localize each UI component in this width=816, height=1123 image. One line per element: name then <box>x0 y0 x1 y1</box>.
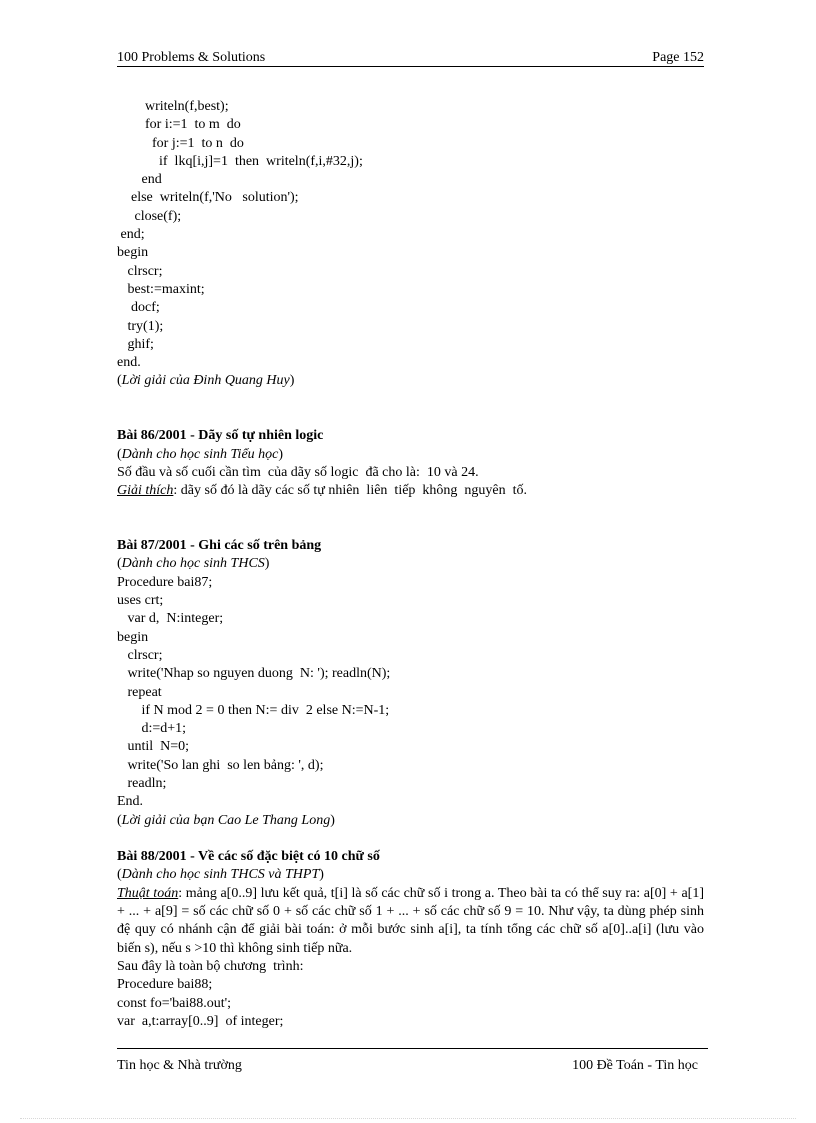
code-line: var d, N:integer; <box>117 611 224 627</box>
code-line: for j:=1 to n do <box>117 135 244 151</box>
footer-right: 100 Đề Toán - Tin học <box>572 1058 698 1073</box>
code-line: end; <box>117 227 145 243</box>
code-block-3 <box>117 976 704 1031</box>
solution-credit-2: (Lời giải của bạn Cao Le Thang Long) <box>117 812 335 828</box>
header-title: 100 Problems & Solutions <box>117 50 266 65</box>
code-line: End. <box>117 794 144 810</box>
code-line: close(f); <box>117 208 182 224</box>
page-bottom-dotted-line <box>20 1118 796 1119</box>
problem-88-title: Bài 88/2001 - Về các số đặc biệt có 10 chữ số <box>117 849 380 865</box>
problem-87-audience: (Dành cho học sinh THCS) <box>117 556 270 572</box>
problem-86-explanation: Giải thích: dãy số đó là dãy các số tự nhiên liên tiếp không nguyên tố. <box>117 483 528 499</box>
algorithm-label: Thuật toán <box>117 885 179 901</box>
page-body <box>117 98 704 1031</box>
code-line: else writeln(f,'No solution'); <box>117 190 299 206</box>
header-page-number: Page 152 <box>652 50 704 65</box>
code-block-1 <box>117 98 704 372</box>
footer-rule <box>117 1048 708 1049</box>
code-line: if lkq[i,j]=1 then writeln(f,i,#32,j); <box>117 153 363 169</box>
problem-86-answer: Số đầu và số cuối cần tìm của dãy số logic đã cho là: 10 và 24. <box>117 464 479 480</box>
code-line: end. <box>117 355 141 371</box>
code-line: const fo='bai88.out'; <box>117 995 232 1011</box>
code-line: write('So lan ghi so len bảng: ', d); <box>117 757 324 773</box>
code-line: end <box>117 172 162 188</box>
code-line: docf; <box>117 300 160 316</box>
code-line: try(1); <box>117 318 164 334</box>
code-line: ghif; <box>117 336 154 352</box>
code-line: begin <box>117 629 149 645</box>
code-line: uses crt; <box>117 593 164 609</box>
solution-credit-1: (Lời giải của Đinh Quang Huy) <box>117 373 295 389</box>
code-line: best:=maxint; <box>117 281 205 297</box>
code-line: writeln(f,best); <box>117 99 229 114</box>
problem-87-title: Bài 87/2001 - Ghi các số trên bảng <box>117 538 322 554</box>
code-block-2 <box>117 574 704 812</box>
problem-88-algorithm: Thuật toán: mảng a[0..9] lưu kết quả, t[i] là số các chữ số i trong a. Theo bài ta có thể suy ra: a[0] + a[1] + ... + a[9] = số các chữ số 0 + số các chữ số 1 + ... + số các chữ số 9 = 10. Như vậy, ta dùng phép sinh đệ quy có nhánh cận để giải bài toán: ở mỗi bước sinh a[i], ta tính tổng các chữ số a[0]..a[i] (lưu vào biến s), nếu s >10 thì không sinh tiếp nữa. <box>117 885 704 956</box>
code-line: clrscr; <box>117 647 163 663</box>
code-line: begin <box>117 245 149 261</box>
code-line: Procedure bai87; <box>117 574 213 590</box>
code-line: for i:=1 to m do <box>117 117 241 133</box>
problem-88-audience: (Dành cho học sinh THCS và THPT) <box>117 867 324 883</box>
explanation-label: Giải thích <box>117 483 174 499</box>
code-line: if N mod 2 = 0 then N:= div 2 else N:=N-1; <box>117 702 390 718</box>
code-line: var a,t:array[0..9] of integer; <box>117 1013 284 1029</box>
problem-88-followup: Sau đây là toàn bộ chương trình: <box>117 958 304 974</box>
code-line: repeat <box>117 684 162 700</box>
page-header <box>117 50 704 67</box>
code-line: until N=0; <box>117 739 190 755</box>
code-line: write('Nhap so nguyen duong N: '); readln(N); <box>117 666 391 682</box>
code-line: Procedure bai88; <box>117 977 213 993</box>
code-line: readln; <box>117 775 167 791</box>
problem-86-title: Bài 86/2001 - Dãy số tự nhiên logic <box>117 428 324 444</box>
code-line: d:=d+1; <box>117 721 187 737</box>
problem-86-audience: (Dành cho học sinh Tiểu học) <box>117 446 284 462</box>
footer-left: Tin học & Nhà trường <box>117 1058 242 1073</box>
code-line: clrscr; <box>117 263 163 279</box>
